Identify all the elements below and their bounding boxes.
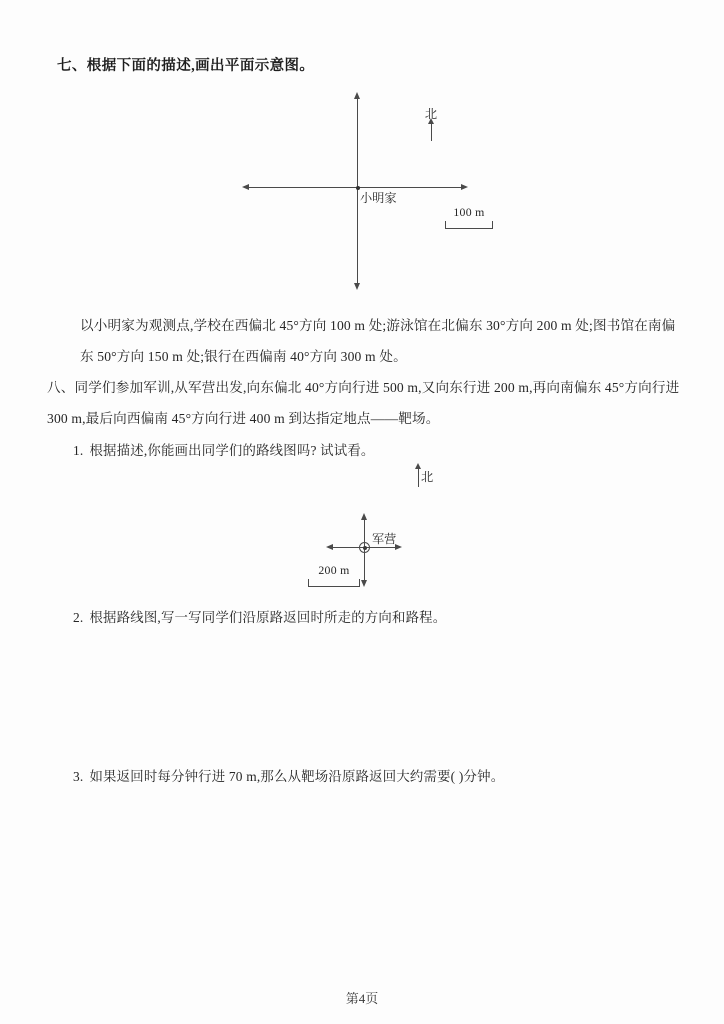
north-indicator — [420, 107, 442, 141]
camp-route-diagram — [300, 462, 470, 592]
north-arrow-icon — [361, 513, 367, 520]
west-arrow-icon — [326, 544, 333, 550]
home-plan-diagram — [230, 85, 490, 290]
origin-point — [356, 186, 360, 190]
question-2-text: 根据路线图,写一写同学们沿原路返回时所走的方向和路程。 — [89, 610, 447, 625]
north-label: 北 — [421, 470, 434, 484]
section-seven-heading: 七、根据下面的描述,画出平面示意图。 — [57, 58, 315, 74]
origin-point — [359, 542, 370, 553]
east-arrow-icon — [461, 184, 468, 190]
south-arrow-icon — [361, 580, 367, 587]
north-arrow-icon — [354, 92, 360, 99]
question-3-index: 3. — [73, 769, 84, 784]
north-arrow-icon — [418, 469, 419, 487]
scale-label: 200 m — [318, 563, 350, 577]
page-footer: 第4页 — [345, 991, 379, 1006]
scale-bracket-icon — [445, 221, 493, 229]
question-1-index: 1. — [73, 443, 84, 458]
question-1 — [73, 440, 375, 459]
west-arrow-icon — [242, 184, 249, 190]
question-2 — [73, 607, 446, 626]
question-1-text: 根据描述,你能画出同学们的路线图吗? 试试看。 — [89, 443, 375, 458]
south-arrow-icon — [354, 283, 360, 290]
north-arrow-icon — [431, 124, 432, 141]
question-3 — [73, 766, 504, 785]
question-3-text: 如果返回时每分钟行进 70 m,那么从靶场沿原路返回大约需要( )分钟。 — [89, 769, 505, 784]
scale-bar — [308, 563, 360, 587]
question-2-index: 2. — [73, 610, 84, 625]
vertical-axis — [357, 99, 358, 283]
section-seven-description: 以小明家为观测点,学校在西偏北 45°方向 100 m 处;游泳馆在北偏东 30°方向 200 m 处;图书馆在南偏东 50°方向 150 m 处;银行在西偏南 40°方向 300 m 处。 — [80, 318, 676, 364]
origin-label: 军营 — [372, 532, 397, 546]
section-eight-heading: 八、同学们参加军训,从军营出发,向东偏北 40°方向行进 500 m,又向东行进 200 m,再向南偏东 45°方向行进 300 m,最后向西偏南 45°方向行进 400 m 到达指定地点——靶场。 — [47, 380, 680, 426]
north-indicator — [418, 466, 433, 487]
north-label: 北 — [424, 107, 438, 121]
origin-label: 小明家 — [360, 191, 397, 205]
scale-bracket-icon — [308, 579, 360, 587]
scale-bar — [445, 205, 493, 229]
scale-label: 100 m — [453, 205, 485, 219]
